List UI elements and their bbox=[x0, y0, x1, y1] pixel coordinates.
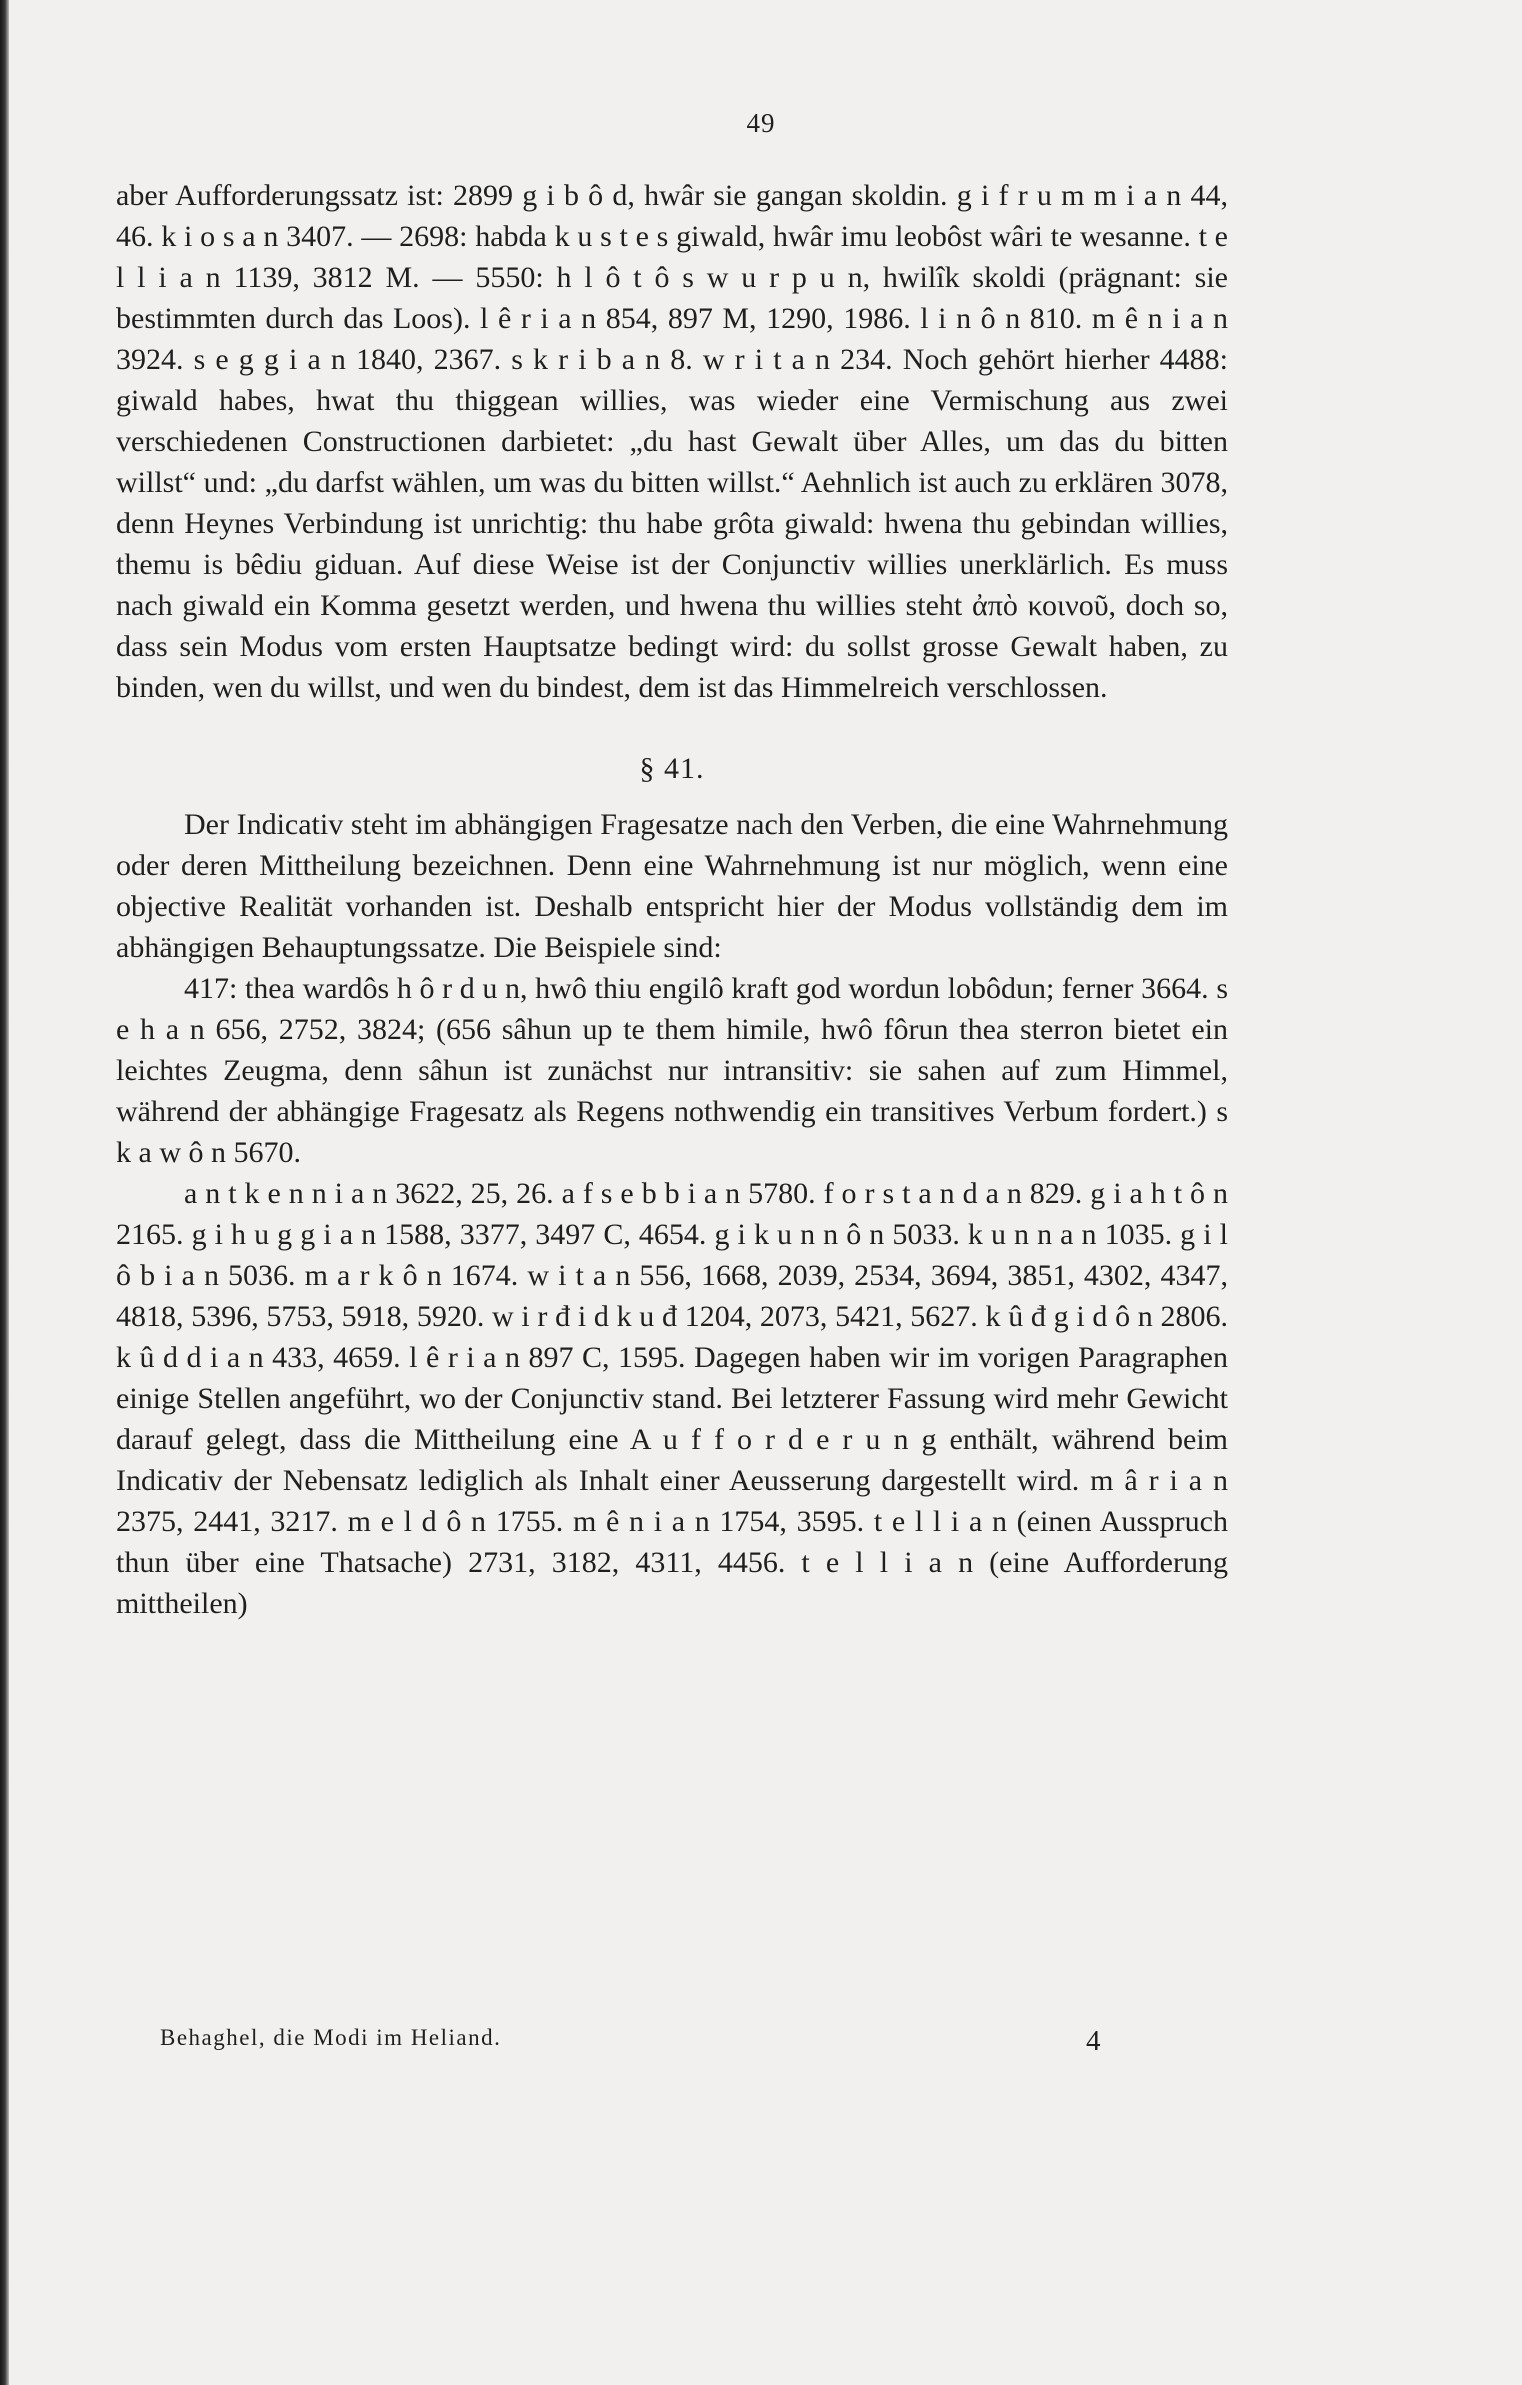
paragraph-2: Der Indicativ steht im abhängigen Fragesatze nach den Verben, die eine Wahrnehmung oder deren Mittheilung bezeichnen. Denn eine Wahrnehmung ist nur möglich, wenn eine objective Realität vorhanden ist. Deshalb entspricht hier der Modus vollständig dem im abhängigen Behauptungssatze. Die Beispiele sind: bbox=[116, 808, 1228, 964]
book-spine-shadow bbox=[0, 0, 9, 2385]
paragraph-4: a n t k e n n i a n 3622, 25, 26. a f s e b b i a n 5780. f o r s t a n d a n 829. g i a h t ô n 2165. g i h u g g i a n 1588, 3377, 3497 C, 4654. g i k u n n ô n 5033. k u n n a n 1035. g i l ô b i a n 5036. m a r k ô n 1674. w i t a n 556, 1668, 2039, 2534, 3694, 3851, 4302, 4347, 4818, 5396, 5753, 5918, 5920. w i r đ i d k u đ 1204, 2073, 5421, 5627. k û đ g i d ô n 2806. k û d d i a n 433, 4659. l ê r i a n 897 C, 1595. Dagegen haben wir im vorigen Paragraphen einige Stellen angeführt, wo der Conjunctiv stand. Bei letzterer Fassung wird mehr Gewicht darauf gelegt, dass die Mittheilung eine A u f f o r d e r u n g enthält, während beim Indicativ der Nebensatz lediglich als Inhalt einer Aeusserung dargestellt wird. m â r i a n 2375, 2441, 3217. m e l d ô n 1755. m ê n i a n 1754, 3595. t e l l i a n (einen Ausspruch thun über eine Thatsache) 2731, 3182, 4311, 4456. t e l l i a n (eine Aufforderung mittheilen) bbox=[116, 1177, 1228, 1620]
paragraph-3: 417: thea wardôs h ô r d u n, hwô thiu engilô kraft god wordun lobôdun; ferner 3664. s e h a n 656, 2752, 3824; (656 sâhun up te them himile, hwô fôrun thea sterron bietet ein leichtes Zeugma, denn sâhun ist zunächst nur intransitiv: sie sahen auf zum Himmel, während der abhängige Fragesatz als Regens nothwendig ein transitives Verbum fordert.) s k a w ô n 5670. bbox=[116, 972, 1228, 1169]
page-number: 49 bbox=[746, 108, 776, 138]
body-text bbox=[116, 175, 1228, 1624]
section-heading: § 41. bbox=[639, 752, 705, 785]
signature-mark: 4 bbox=[1086, 2025, 1101, 2057]
paragraph-1: aber Aufforderungssatz ist: 2899 g i b ô d, hwâr sie gangan skoldin. g i f r u m m i a n 44, 46. k i o s a n 3407. — 2698: habda k u s t e s giwald, hwâr imu leobôst wâri te wesanne. t e l l i a n 1139, 3812 M. — 5550: h l ô t ô s w u r p u n, hwilîk skoldi (prägnant: sie bestimmten durch das Loos). l ê r i a n 854, 897 M, 1290, 1986. l i n ô n 810. m ê n i a n 3924. s e g g i a n 1840, 2367. s k r i b a n 8. w r i t a n 234. Noch gehört hierher 4488: giwald habes, hwat thu thiggean willies, was wieder eine Vermischung aus zwei verschiedenen Constructionen darbietet: „du hast Gewalt über Alles, um das du bitten willst“ und: „du darfst wählen, um was du bitten willst.“ Aehnlich ist auch zu erklären 3078, denn Heynes Verbindung ist unrichtig: thu habe grôta giwald: hwena thu gebindan willies, themu is bêdiu giduan. Auf diese Weise ist der Conjunctiv willies unerklärlich. Es muss nach giwald ein Komma gesetzt werden, und hwena thu willies steht ἀπὸ κοινοῦ, doch so, dass sein Modus vom ersten Hauptsatze bedingt wird: du sollst grosse Gewalt haben, zu binden, wen du willst, und wen du bindest, dem ist das Himmelreich verschlossen. bbox=[116, 179, 1228, 704]
footer-citation: Behaghel, die Modi im Heliand. bbox=[160, 2025, 502, 2050]
